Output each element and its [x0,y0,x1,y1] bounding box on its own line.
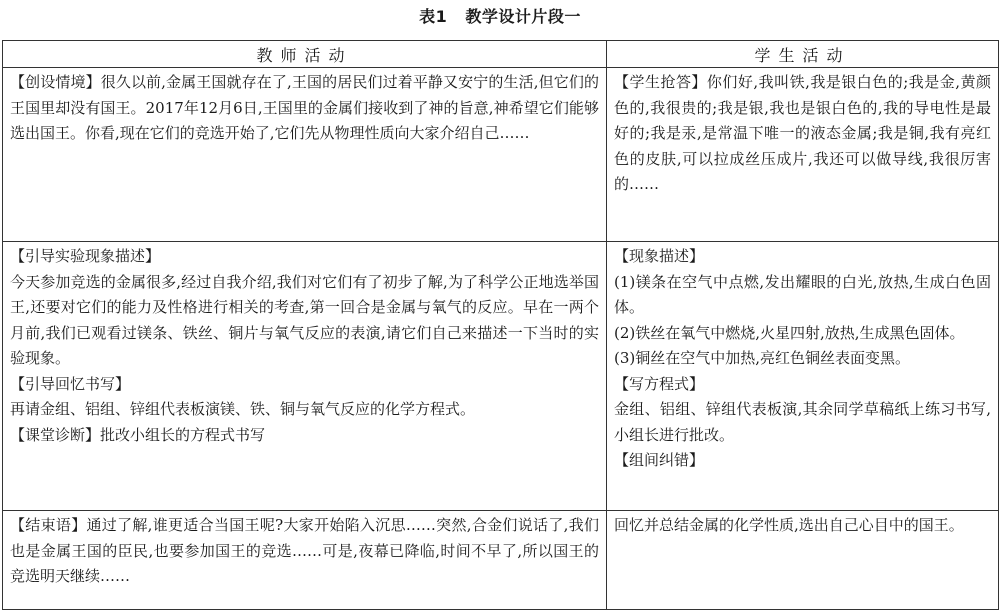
table-number: 表1 [419,7,448,26]
table-caption [0,6,1000,28]
cell-paragraph: 【引导实验现象描述】 [10,247,161,265]
teacher-cell [3,242,607,511]
header-teacher-activity: 教师活动 [3,41,607,68]
student-cell [607,511,999,610]
cell-paragraph: 金组、铝组、锌组代表板演,其余同学草稿纸上练习书写,小组长进行批改。 [614,400,991,444]
cell-paragraph: 今天参加竞选的金属很多,经过自我介绍,我们对它们有了初步了解,为了科学公正地选举国王,还要对它们的能力及性格进行相关的考查,第一回合是金属与氧气的反应。早在一两个月前,我们已观看过镁条、铁丝、铜片与氧气反应的表演,请它们自己来描述一下当时的实验现象。 [10,272,599,367]
cell-paragraph: 【结束语】通过了解,谁更适合当国王呢?大家开始陷入沉思……突然,合金们说话了,我们也是金属王国的臣民,也要参加国王的竞选……可是,夜幕已降临,时间不早了,所以国王的竞选明天继续…… [10,516,599,585]
cell-paragraph: 【创设情境】很久以前,金属王国就存在了,王国的居民们过着平静又安宁的生活,但它们的王国里却没有国王。2017年12月6日,王国里的金属们接收到了神的旨意,神希望它们能够选出国王。你看,现在它们的竞选开始了,它们先从物理性质向大家介绍自己…… [10,73,599,142]
cell-paragraph: 再请金组、铝组、锌组代表板演镁、铁、铜与氧气反应的化学方程式。 [10,400,476,418]
student-cell [607,68,999,242]
table-row [3,511,999,610]
header-student-activity: 学生活动 [607,41,999,68]
cell-paragraph: 回忆并总结金属的化学性质,选出自己心目中的国王。 [614,516,964,534]
table-title: 教学设计片段一 [465,7,581,26]
cell-paragraph: 【学生抢答】你们好,我叫铁,我是银白色的;我是金,黄颜色的,我很贵的;我是银,我也是银白色的,我的导电性是最好的;我是汞,是常温下唯一的液态金属;我是铜,我有亮红色的皮肤,可以拉成丝压成片,我还可以做导线,我很厉害的…… [614,73,991,193]
cell-paragraph: 【写方程式】 [614,374,705,393]
table-row [3,68,999,242]
cell-paragraph: 【组间纠错】 [614,451,705,469]
cell-paragraph: (3)铜丝在空气中加热,亮红色铜丝表面变黑。 [614,349,911,367]
header-row [3,41,999,68]
cell-paragraph: 【现象描述】 [614,247,705,265]
lesson-design-table [2,40,999,610]
cell-paragraph: 【引导回忆书写】 [10,374,131,393]
teacher-cell [3,68,607,242]
cell-paragraph: (1)镁条在空气中点燃,发出耀眼的白光,放热,生成白色固体。 [614,272,991,316]
student-cell [607,242,999,511]
table-row [3,242,999,511]
cell-paragraph: (2)铁丝在氧气中燃烧,火星四射,放热,生成黑色固体。 [614,323,965,342]
teacher-cell [3,511,607,610]
cell-paragraph: 【课堂诊断】批改小组长的方程式书写 [10,425,266,444]
